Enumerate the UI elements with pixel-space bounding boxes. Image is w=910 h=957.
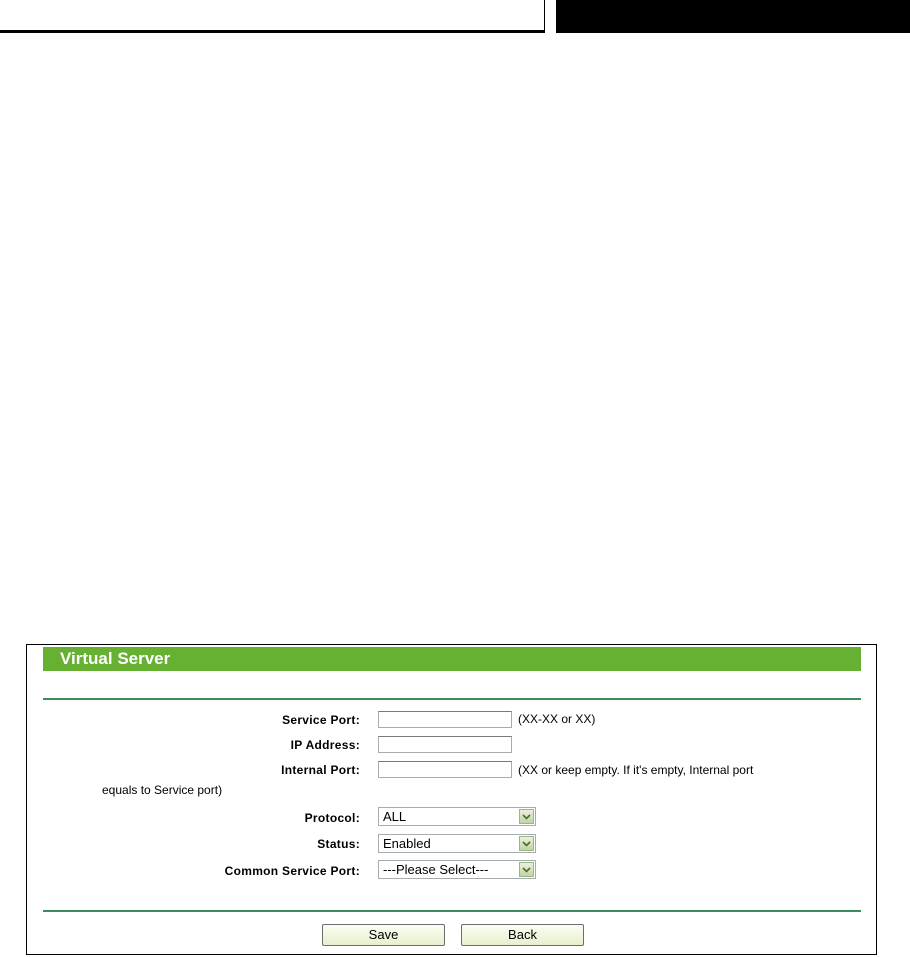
save-button[interactable]: Save [322,924,445,946]
service-port-input[interactable] [378,711,512,728]
ip-address-label: IP Address: [290,738,360,752]
page-title: Virtual Server [43,647,861,671]
internal-port-label: Internal Port: [281,763,360,777]
common-service-port-label: Common Service Port: [224,864,360,878]
internal-port-hint-continued: equals to Service port) [102,783,223,797]
ip-address-input[interactable] [378,736,512,753]
chevron-down-icon[interactable] [519,862,534,877]
header-divider [544,0,548,33]
internal-port-input[interactable] [378,761,512,778]
panel-content [43,647,861,951]
bottom-divider [43,910,861,912]
status-select[interactable] [378,834,536,853]
common-service-port-select[interactable] [378,860,536,879]
header-black-bar [556,0,910,33]
back-button[interactable]: Back [461,924,584,946]
protocol-label: Protocol: [304,811,360,825]
service-port-label: Service Port: [282,713,360,727]
chevron-down-icon[interactable] [519,809,534,824]
virtual-server-panel [26,644,877,955]
protocol-select[interactable] [378,807,536,826]
status-selected-value: Enabled [383,836,431,851]
common-service-port-selected-value: ---Please Select--- [383,862,489,877]
chevron-down-icon[interactable] [519,836,534,851]
service-port-hint: (XX-XX or XX) [518,712,596,726]
protocol-selected-value: ALL [383,809,407,824]
status-label: Status: [317,837,360,851]
header-rule [0,30,544,33]
top-divider [43,698,861,700]
internal-port-hint: (XX or keep empty. If it's empty, Internal port [518,763,754,777]
